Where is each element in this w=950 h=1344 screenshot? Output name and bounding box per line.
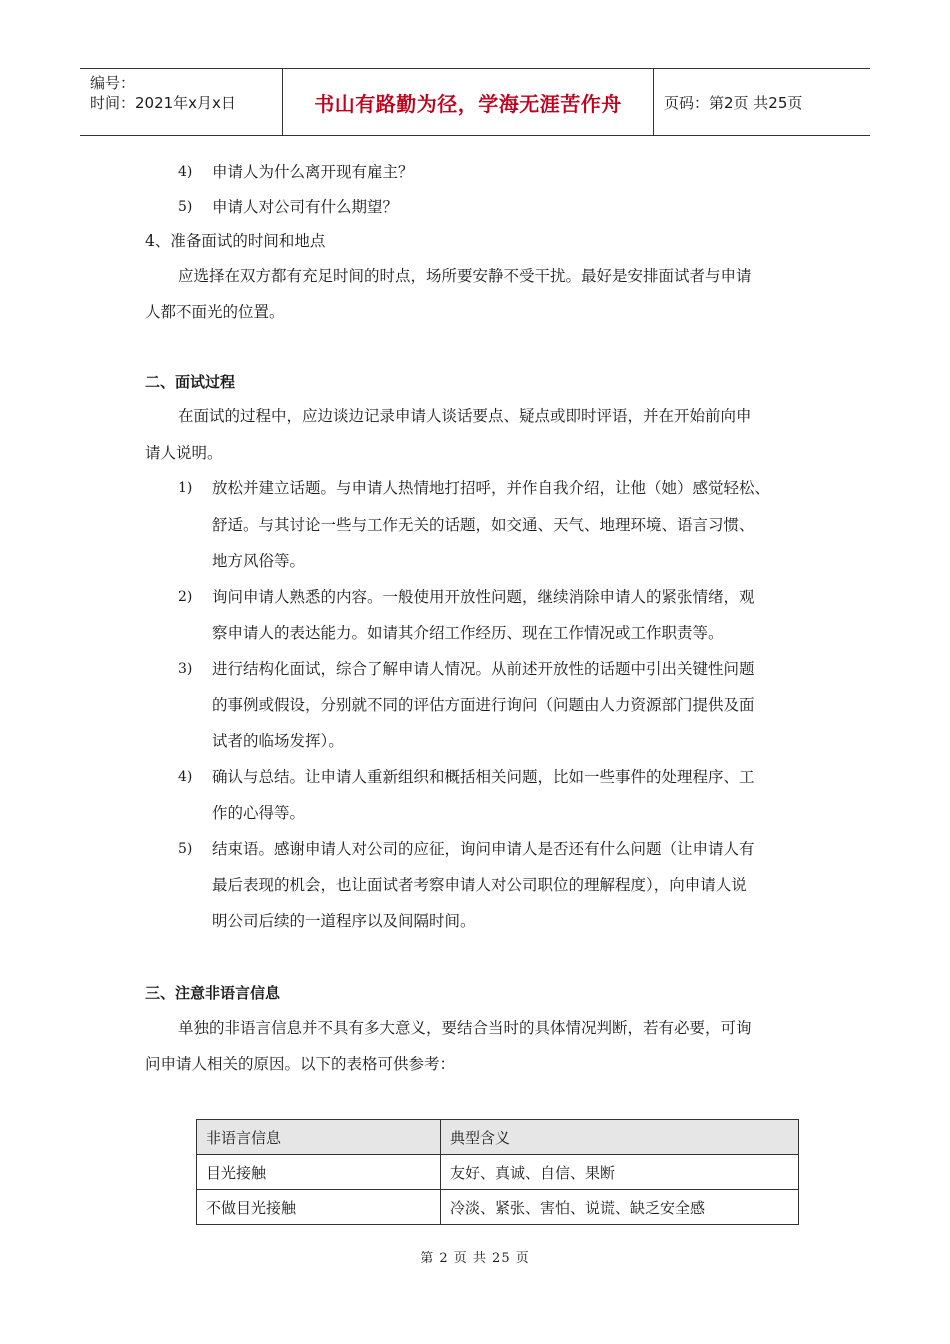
- table-header-cell: 非语言信息: [197, 1120, 441, 1155]
- paragraph-line: 人都不面光的位置。: [145, 303, 285, 321]
- list-item-line: 确认与总结。让申请人重新组织和概括相关问题，比如一些事件的处理程序、工: [212, 768, 755, 786]
- list-item-line: 结束语。感谢申请人对公司的应征，询问申请人是否还有什么问题（让申请人有: [212, 840, 755, 858]
- list-item-line: 察申请人的表达能力。如请其介绍工作经历、现在工作情况或工作职责等。: [212, 624, 724, 642]
- table-cell: 友好、真诚、自信、果断: [441, 1155, 799, 1190]
- list-item-line: 地方风俗等。: [212, 552, 306, 570]
- list-item-text: 申请人对公司有什么期望？: [212, 198, 399, 216]
- list-item-text: 申请人为什么离开现有雇主？: [212, 163, 414, 181]
- list-item-number: 5): [178, 199, 193, 215]
- list-item-line: 明公司后续的一道程序以及间隔时间。: [212, 912, 476, 930]
- table-row: [197, 1190, 799, 1225]
- table-cell: 不做目光接触: [197, 1190, 441, 1225]
- page-header: [80, 68, 870, 136]
- list-item-line: 试者的临场发挥）。: [212, 732, 344, 750]
- list-item-line: 进行结构化面试，综合了解申请人情况。从前述开放性的话题中引出关键性问题: [212, 660, 755, 678]
- table-row: [197, 1155, 799, 1190]
- paragraph-line: 请人说明。: [145, 444, 223, 462]
- list-item-number: 4): [178, 164, 193, 180]
- nonverbal-table: [196, 1119, 799, 1225]
- list-item-number: 2): [178, 589, 193, 605]
- subsection-title: 4、准备面试的时间和地点: [145, 232, 326, 250]
- list-item-line: 舒适。与其讨论一些与工作无关的话题，如交通、天气、地理环境、语言习惯、: [212, 516, 755, 534]
- list-item-line: 询问申请人熟悉的内容。一般使用开放性问题，继续消除申请人的紧张情绪，观: [212, 588, 755, 606]
- list-item-number: 5): [178, 841, 193, 857]
- paragraph-line: 应选择在双方都有充足时间的时点，场所要安静不受干扰。最好是安排面试者与申请: [178, 267, 752, 285]
- time-label: 时间：2021年x月x日: [90, 94, 236, 112]
- list-item-line: 最后表现的机会，也让面试者考察申请人对公司职位的理解程度），向申请人说: [212, 876, 747, 894]
- table-cell: 冷淡、紧张、害怕、说谎、缺乏安全感: [441, 1190, 799, 1225]
- list-item-line: 的事例或假设，分别就不同的评估方面进行询问（问题由人力资源部门提供及面: [212, 696, 755, 714]
- header-motto: 书山有路勤为径，学海无涯苦作舟: [282, 69, 654, 135]
- page-footer: 第 2 页 共 25 页: [420, 1251, 530, 1266]
- list-item-number: 1): [178, 480, 193, 496]
- paragraph-line: 问申请人相关的原因。以下的表格可供参考：: [145, 1055, 456, 1073]
- list-item-number: 4): [178, 769, 193, 785]
- section-heading: 三、注意非语言信息: [145, 984, 281, 1002]
- table-cell: 目光接触: [197, 1155, 441, 1190]
- list-item-number: 3): [178, 661, 193, 677]
- table-header-cell: 典型含义: [441, 1120, 799, 1155]
- list-item-line: 放松并建立话题。与申请人热情地打招呼，并作自我介绍，让他（她）感觉轻松、: [212, 479, 771, 497]
- header-page-info: 页码：第2页 共25页: [664, 93, 803, 112]
- serial-label: 编号：: [90, 74, 136, 92]
- list-item-line: 作的心得等。: [212, 804, 306, 822]
- paragraph-line: 在面试的过程中，应边谈边记录申请人谈话要点、疑点或即时评语，并在开始前向申: [178, 407, 752, 425]
- paragraph-line: 单独的非语言信息并不具有多大意义，要结合当时的具体情况判断，若有必要，可询: [178, 1019, 752, 1037]
- table-header-row: [197, 1120, 799, 1155]
- section-heading: 二、面试过程: [145, 373, 236, 391]
- header-meta: [80, 69, 282, 135]
